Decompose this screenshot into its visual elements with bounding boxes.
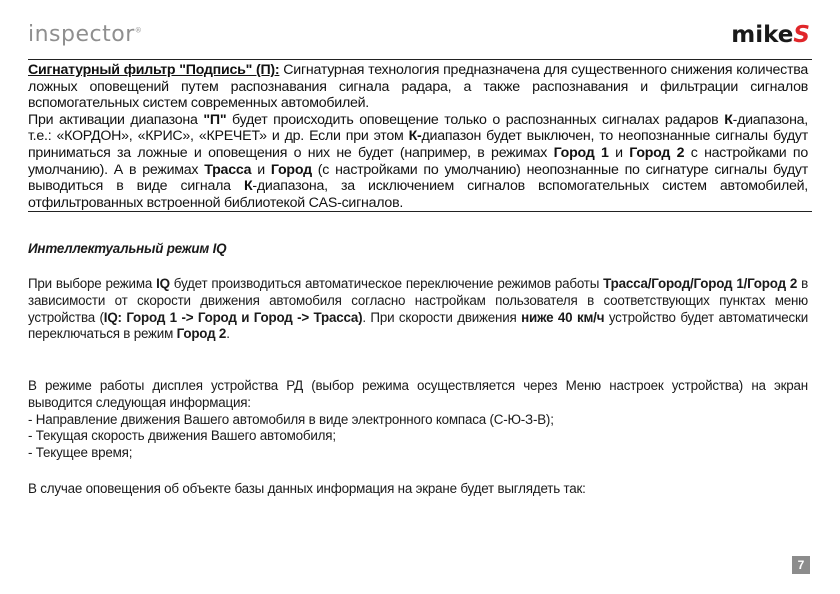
text-bold: Трасса/Город/Город 1/Город 2 — [603, 276, 798, 291]
text-span: и — [608, 144, 630, 161]
registered-mark: ® — [134, 26, 143, 35]
text-span: -диапазона, за исключением сигналов вспомогательных систем автомобилей, отфильтрованных встроенной библиотекой CAS-сигналов. — [28, 178, 808, 211]
text-span: устройство будет автоматически переключаться в режим — [28, 309, 808, 342]
text-bold: Трасса — [204, 161, 252, 178]
closing-section — [28, 481, 808, 498]
text-bold: Город 1 — [553, 144, 609, 161]
signature-filter-title: Сигнатурный фильтр "Подпись" (П): — [28, 62, 280, 78]
text-span: с настройками по умолчанию). А в режимах — [28, 144, 808, 178]
text-span: -диапазона, т.е.: «КОРДОН», «КРИС», «КРЕЧЕТ» и др. Если при этом — [28, 111, 808, 145]
inspector-logo — [28, 22, 142, 47]
text-span: При выборе режима — [28, 276, 157, 291]
list-item: - Направление движения Вашего автомобиля в виде электронного компаса (С-Ю-З-В); — [28, 411, 554, 427]
text-bold: Город 2 — [176, 326, 227, 342]
signature-filter-block — [28, 62, 808, 211]
header-divider — [28, 59, 812, 60]
text-bold: К- — [408, 128, 422, 145]
mikes-logo-text: mike — [731, 22, 794, 48]
text-bold: IQ — [156, 276, 170, 291]
text-span: будет производиться автоматическое переключение режимов работы — [169, 276, 604, 291]
text-span: будет происходить оповещение только о распознанных сигналах радаров — [226, 111, 725, 128]
display-intro: В режиме работы дисплея устройства РД (выбор режима осуществляется через Меню настроек устройства) на экран выводится следующая информация: — [28, 378, 808, 410]
mikes-logo-accent: S — [793, 22, 810, 48]
display-section — [28, 378, 808, 462]
text-bold: "П" — [203, 111, 227, 128]
iq-heading: Интеллектуальный режим IQ — [28, 241, 227, 256]
iq-section — [28, 241, 808, 258]
text-span: . При скорости движения — [362, 309, 522, 325]
text-bold: К — [243, 178, 253, 195]
signature-filter-paragraph — [28, 62, 808, 112]
text-span: При активации диапазона — [28, 111, 204, 128]
page-header — [0, 0, 840, 60]
text-bold: IQ: Город 1 -> Город и Город -> Трасса) — [103, 309, 363, 325]
closing-text: В случае оповещения об объекте базы данных информация на экране будет выглядеть так: — [28, 481, 586, 496]
text-span: . — [226, 326, 230, 342]
page-number: 7 — [792, 556, 810, 574]
signature-filter-text: Сигнатурная технология предназначена для существенного снижения количества ложных оповещений путем распознавания сигнала радара, а также распознавания и фильтрации сигналов вспомогательных систем современных автомобилей. — [28, 62, 809, 112]
text-bold: К — [724, 111, 733, 128]
text-bold: Город — [270, 161, 312, 178]
text-bold: Город 2 — [629, 144, 685, 161]
text-bold: ниже 40 км/ч — [521, 309, 605, 325]
list-item: - Текущее время; — [28, 445, 133, 461]
inspector-logo-text: inspector — [28, 22, 135, 47]
text-span: и — [251, 161, 271, 178]
box-divider — [28, 211, 812, 212]
list-item: - Текущая скорость движения Вашего автомобиля; — [28, 428, 336, 444]
iq-text — [28, 276, 808, 343]
signature-filter-details — [28, 112, 808, 212]
text-span: в зависимости от скорости движения автомобиля согласно настройкам пользователя в соответствующих пунктах меню устройства ( — [28, 276, 809, 325]
mikes-logo — [731, 22, 810, 48]
iq-paragraph — [28, 276, 808, 343]
text-span: диапазон будет выключен, то неопознанные сигналы будут приниматься за ложные и оповещения о них не будет (например, в режимах — [28, 128, 808, 161]
text-span: (с настройками по умолчанию) неопознанные по сигнатуре сигналы будут выводиться в виде сигнала — [28, 161, 809, 195]
